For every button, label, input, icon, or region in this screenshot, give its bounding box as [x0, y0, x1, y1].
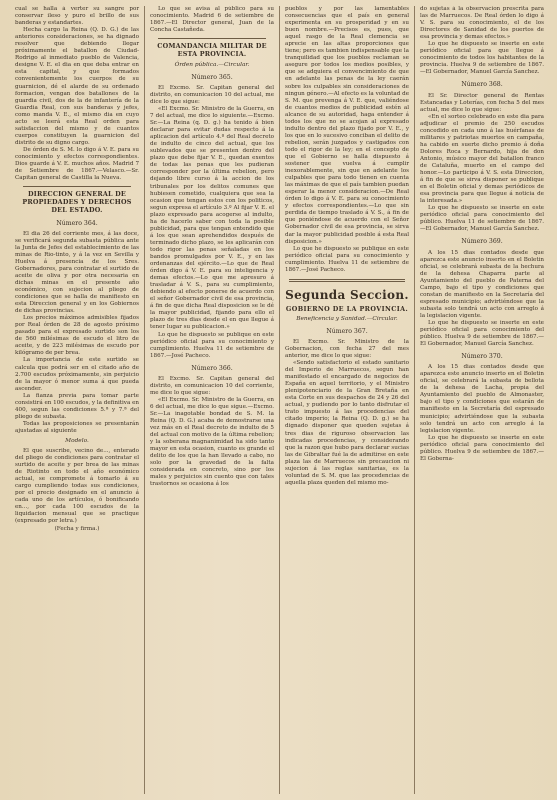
paragraph: El dia 26 del corriente mes, á las doce, se verificará segunda subasta pública ante la Junta de Jefes del establecimiento de las minas de Rio-tinto, y á la vez en Sevilla y Huelva á presencia de los Sres. Gobernadores, para contratar el surtido de aceite de oliva y por otra necesaria en dichas minas en el presente año económico, con sujecion al pliego de condiciones que se halla de manifiesto en esta Direccion general y en los Gobiernos de dichas provincias.	[15, 230, 139, 315]
section-divider	[23, 186, 131, 187]
subsection-heading: GOBIERNO DE LA PROVINCIA.	[285, 304, 409, 313]
paragraph: El Excmo. Sr. Capitan general del distrito, en comunicacion 10 del actual, me dice lo que sigue:	[150, 84, 274, 105]
section-heading: DIRECCION GENERAL DE PROPIEDADES Y DERECHOS DEL ESTADO.	[22, 190, 132, 214]
paragraph: El que suscribe, vecino de..., enterado del pliego de condiciones para contratar el surtido de aceite y per brea de las minas de Riotinto en todo el año económico actual, se compromete á tomarlo á su cargo cumpliendo todas sus condiciones, por el precio designado en el anuncio á cada uno de los artículos, ó bonificando en..., por cada 100 escudos de la liquidacion mensual que se practique (expresado por letra.)	[15, 448, 139, 525]
paragraph: Lo que he dispuesto se publique en este periódico oficial para su conocimiento y cumplimiento. Huelva 11 de setiembre de 1867.—José Pacheco.	[285, 245, 409, 273]
italic-heading: Modelo.	[65, 437, 89, 444]
paragraph: «El Excmo. Sr. Ministro de la Guerra, en 6 del actual, me dice lo que sigue.—Excmo. Sr.—La inagotable bondad de S. M. la Reina (Q. D. G.) acaba de demostrarse una vez más en el Real decreto de indulto de 5 del actual con motivo de la última rebelion; y la soberana magnanimidad ha sido tanto mayor en esta ocasion, cuanto es grande el delito de los que la han llevado a cabo, no solo por la gravedad de la falta considerada en concreto, sino por los males y perjuicios sin cuento que con tales trastornos se ocasiona á los	[150, 396, 274, 488]
notice-number: Número 368.	[461, 81, 503, 89]
paragraph: Lo que he dispuesto se inserte en este periódico oficial para conocimiento del público. Huelva 9 de setiembre de 1867.—El Gobernador, Manuel García Sanchez.	[420, 319, 544, 348]
section-title: Segunda Seccion.	[285, 287, 409, 302]
notice-number: Número 365.	[191, 73, 233, 81]
notice-number: Número 370.	[461, 353, 503, 361]
notice-number: Número 366.	[191, 364, 233, 372]
paragraph: La importancia de este surtido se calcula que podrá ser en el citado año de 2.700 escudos próximamente, sin perjuicio de la mayor ó menor suma á que pueda ascender.	[15, 357, 139, 392]
paragraph: Lo que se avisa al público para su conocimiento. Madrid 6 de setiembre de 1867.—El Director general, Juan de la Concha Castañeda.	[150, 6, 274, 34]
column-3	[280, 6, 415, 794]
paragraph: Lo que he dispuesto se inserte en este periódico oficial para conocimiento del público. Huelva 11 de setiembre de 1867.—El Gobernador, Manuel García Sanchez.	[420, 205, 544, 233]
section-divider	[158, 38, 266, 39]
paragraph: do sujetas á la observacion prescrita para las de Marruecos. De Real órden lo digo á V. S. para su conocimiento, el de los Directores de Sanidad de los puertos de esa provincia y demas efectos.»	[420, 6, 544, 41]
column-4	[415, 6, 549, 794]
paragraph: El Excmo. Sr. Capitan general del distrito, en comunicacion 10 del corriente, me dice lo que sigue:	[150, 375, 274, 396]
paragraph: pueblos y por las lamentables consecuencias que el país en general experimenta en su prosperidad y en su buen nombre.—Precisos es, pues, que aquel rasgo de la Real clemencia se aprecie en las altas proporciones que tiene; pero es tambien indispensable que la tranquilidad que los pueblos reclaman se asegure por todos los medios posibles, y que se adquiera el convencimiento de que en adelante las penas de la ley caerán sobre los culpables sin consideraciones de ningun género.—Al efecto es la voluntad de S. M. que prevenga á V. E. que, valiéndose de cuantos medios de publicidad estén al alcance de su autoridad, haga entender á todos los que no se acojan al expresado indulto dentro del plazo fijado por V. E., y los que en lo sucesivo conciban el delito de rebelion, serán juzgados y castigados con todo el rigor de la ley; en el concepto de que el Gobierno se halla dispuesto á sostener que vuelva á cumplir inexorablemente, sin que en adelante los culpables que para todo tienen en cuenta las máximas de que el país tambien puedan esperar la menor consideracion.—De Real órden lo digo á V. E. para su conocimiento y efectos correspondientes.—Lo que sin perdida de tiempo traslado á V. S., á fin de que poniéndose de acuerdo con el Señor Gobernador civil de esa provincia, se sirva dar la mayor publicidad posible á esta Real disposicion.»	[285, 6, 409, 245]
notice-number: Número 367.	[326, 327, 368, 335]
italic-heading: Beneficencia y Sanidad.—Circular.	[296, 315, 398, 322]
paragraph: El Sr. Director general de Rentas Estancadas y Loterías, con fecha 5 del mes actual, me dice lo que sigue:	[420, 92, 544, 113]
notice-number: Número 364.	[56, 219, 98, 227]
italic-heading: Órden pública.—Circular.	[174, 61, 250, 68]
paragraph: De órden de S. M. lo digo á V. E. para su conocimiento y efectos correspondientes. Dios guarde á V. E. muchos años. Madrid 7 de Setiembre de 1867.—Velasco.—Sr. Capitan general de Castilla la Nueva.	[15, 146, 139, 182]
paragraph: A los 15 dias contados desde que aparezca este anuncio inserto en el Boletin oficial, se celebrará la subasta de bellota de la dehesa de Lacha, propia del Ayuntamiento del pueblo de Almonaster, bajo el tipo y condiciones que estarán de manifiesto en la Secretaría del espresado municipio; advirtiéndose que la subasta solo tendrá un acto con arreglo á la legislacion vigente.	[420, 364, 544, 434]
paragraph: Lo que he dispuesto se inserte en este periódico oficial para conocimiento del público. Huelva 9 de setiembre de 1867.—El Goberna-	[420, 434, 544, 462]
paragraph: Lo que he dispuesto se inserte en este periódico oficial para que llegue á conocimiento de todos los habitantes de la provincia. Huelva 9 de setiembre de 1867.—El Gobernador, Manuel García Sanchez.	[420, 41, 544, 76]
paragraph: Los precios máximos admisibles fijados por Real órden de 28 de agosto próximo pasado para el expresado surtido son los de 560 milésimas de escudo el litro de aceite, y de 223 milésimas de escudo por kilógramo de per brea.	[15, 315, 139, 357]
paragraph: «Sendo satisfactorio el estado sanitario del Imperio de Marruecos, segun han manifestado el encargado de negocios de España en aquel territorio, y el Ministro plenipotenciario de la Gran Bretaña en esta Corte en sus despachos de 24 y 26 del actual, y pudiendo por lo tanto disfrutar el trato impuesto á las procedencias del citado imperio; la Reina (Q. D. g.) se ha dignado disponer que queden sujetas á tres dias de riguroso observacion las indicadas procedencias, y considerando que la razon que hubo para declarar sucias las de Gibraltar fué la de admitirse en este plaza las de Marruecos sin precaucion ni sujecion á las reglas sanitarias, es la voluntad de S. M. que las procedencias de aquella plaza queden del mismo mo-	[285, 360, 409, 486]
paragraph: A los 15 dias contados desde que aparezca este anuncio inserto en el Boletin oficial, se celebrará subasta de la hechura de la dehesa Chaparra parte al Ayuntamiento del pueblo de Paterna del Campo, bajo el tipo y condiciones que constan de manifiesto en la Secretaría del espresado municipio; advirtiéndose que la subasta solo tendrá un acto con arreglo á la legislacion vigente.	[420, 249, 544, 319]
paragraph: Hecha cargo la Reina (Q. D. G.) de las anteriores consideraciones, se ha dignado resolver que debiendo llegar próximamente el batallon de Ciudad-Rodrigo al inmediato pueblo de Valencia, designe V. E. el dia en que deba entrar en esta capital, y que formados convenientemente los cuerpos de su guarnicion, dé el alarde de su ordenado formacion, vengan dos batallones de la guardia civil, dos de la de infantería de la Guardia Real, con sus banderas y jefes, como manda V. E., el mismo dia en cuyo acto se leerá esta Real orden para satisfaccion del mismo y de cuantos cuerpos constituyen la guarnicion del distrito de su digno cargo.	[15, 27, 139, 146]
column-2	[145, 6, 280, 794]
paragraph: «El Excmo. Sr. Ministro de la Guerra, en 7 del actual, me dice lo siguiente.—Excmo. Sr.—La Reina (q. D. g.) ha tenido á bien declarar para evitar dudas respecto á la aplicacion del artículo 4.º del Real decreto de indulto de cinco del actual, que los sublevados que se presenten dentro del plazo que debe fijar V. E., quedan exentos de todas las penas que les pudieran corresponder por la última rebelion, pero dejando libre curso á la accion de los tribunales por los delitos comunes que hubiesen cometido, cualquiera que sea la ocasion que tengan estos con los politicos, segun expresa el artículo 3.º Al fijar V. E. el plazo expresado para acogerse al indulto, ha de hacerlo saber con toda la posible publicidad, para que tengan entendido que á los que sean aprehendidos después de terminado dicho plazo, se les aplicarán con todo rigor las penas señaladas en los bandos promulgados por V. E., y en las ordenanzas del ejército.—Lo que de Real órden digo á V. E. para su inteligencia y demas efectos.—Lo que me apresuro á trasladar á V. S., para su cumplimiento, debiendo al efecto ponerse de acuerdo con el señor Gobernador civil de esa provincia, á fin de que dicha Real disposicion se le dé la mayor publicidad, fijando para ello el plazo de tres dias desde el en que llegue á tener lugar su publicacion.»	[150, 106, 274, 331]
paragraph: Todas las proposiciones se presentarán ajustadas al siguiente	[15, 420, 139, 434]
column-1	[10, 6, 145, 794]
paragraph: Lo que he dispuesto se publique en este periódico oficial para su conocimiento y cumplimiento. Huelva 11 de setiembre de 1867.—José Pacheco.	[150, 331, 274, 359]
notice-number: Número 369.	[461, 238, 503, 246]
paragraph: cual se halla á verter su sangre por conservar ileso y puro el brillo de sus banderas y estandartes.	[15, 6, 139, 27]
paragraph: La fianza previa para tomar parte consistirá en 100 escudos, y la definitiva en 400, segun las condiciones 5.ª y 7.ª del pliego de subasta.	[15, 392, 139, 420]
paragraph: El Excmo. Sr. Ministro de la Gobernacion, con fecha 27 del mes anterior, me dice lo que sigue:	[285, 338, 409, 360]
paragraph: «En el sorteo celebrado en este dia para adjudicar el premio de 250 escudos concedido en cada uno á las huérfanas de militares y patriotas muertos en campaña, ha cabido en suerte dicho premio á doña Dolores Roca y Bernardo, hija de don Antonio, músico mayor del batallon franco de Cataluña, muerto en el campo del honor.—Lo participo á V. S. esta Direccion, á fin de que se sirva disponer se publique en el Boletin oficial y demas periódicos de esa provincia para que llegue á noticia de la interesada.»	[420, 113, 544, 205]
section-heading: COMANDANCIA MILITAR DE ESTA PROVINCIA.	[157, 42, 267, 58]
signature-line: (Fecha y firma.)	[54, 525, 100, 532]
section-double-divider	[289, 279, 405, 282]
columns-container	[10, 6, 549, 794]
